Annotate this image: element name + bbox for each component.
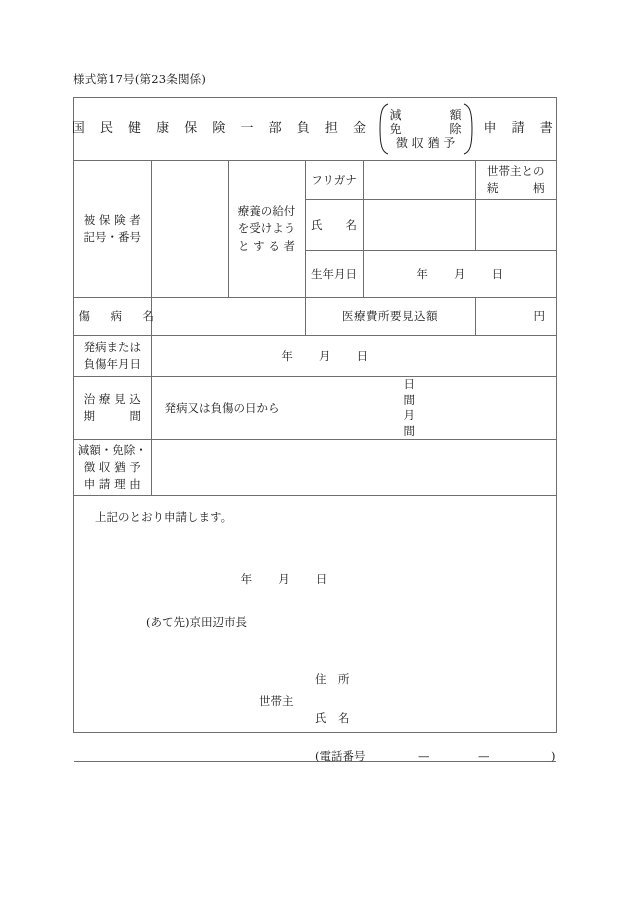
treatment-period-label: 治 療 見 込 期 間 [74,377,151,440]
title-option-1: 免 除 [389,121,462,136]
signature-name-label: 氏 名 [315,710,350,725]
disease-row [74,298,556,336]
birthdate-day-label: 日 [491,266,504,281]
furigana-row [74,161,556,200]
treatment-period-from-label: 発病又は負傷の日から [164,400,280,415]
form-title-cell [71,98,559,161]
name-value[interactable] [363,200,475,251]
form-title-tail: 申 請 書 [483,120,559,136]
treatment-period-month-kan: 間 [403,423,415,438]
signature-address-row[interactable] [315,671,556,688]
declaration-year-label: 年 [240,572,253,587]
treatment-period-units [404,377,430,439]
medical-cost-unit: 円 [533,309,546,324]
title-options-list [389,108,463,150]
insured-symbol-number-label: 被 保 険 者 記号・番号 [74,161,151,298]
reason-row [74,440,556,496]
brace-right-icon [463,103,474,155]
onset-month-label: 月 [319,348,331,363]
onset-date-line [152,348,557,365]
form-grid [71,98,559,764]
onset-day-label: 日 [356,348,369,363]
declaration-cell [74,496,556,762]
tel-dash-2: — [478,749,490,764]
birthdate-year-label: 年 [416,266,428,281]
title-brace-group [378,103,474,155]
reason-label: 減額・免除・ 徴 収 猶 予 申 請 理 由 [74,440,151,496]
title-row [74,98,556,161]
title-option-0: 減 額 [389,107,462,122]
declaration-statement: 上記のとおり申請します。 [95,510,233,525]
declaration-row [74,496,556,762]
relation-label: 世帯主との 続 柄 [475,161,556,200]
onset-value[interactable] [151,336,556,377]
brace-left-icon [378,103,389,155]
furigana-label: フリガナ [305,161,363,200]
name-label: 氏 名 [305,200,363,251]
treatment-period-day-unit: 日 [403,377,415,391]
signature-tel-row[interactable] [315,748,556,765]
disease-label: 傷 病 名 [74,298,151,336]
onset-label: 発病または 負傷年月日 [74,336,151,377]
signature-rows [315,671,556,765]
onset-year-label: 年 [281,348,293,363]
declaration-block [74,496,556,764]
title-option-2: 徴 収 猶 予 [395,136,456,151]
birthdate-month-label: 月 [454,266,466,281]
relation-value[interactable] [475,200,556,251]
declaration-month-label: 月 [278,572,290,587]
tel-close-paren: ) [551,749,556,764]
treatment-period-month-unit: 月 [403,408,415,423]
declaration-date-line[interactable] [74,571,556,588]
treatment-period-value[interactable] [151,377,556,440]
declaration-day-label: 日 [315,572,328,587]
tel-dash-1: — [418,749,430,764]
birthdate-date-line [364,266,557,283]
address-label: 住 所 [315,672,350,687]
declaration-addressee: (あて先)京田辺市長 [146,615,247,630]
birthdate-value[interactable] [363,251,556,298]
birthdate-label: 生年月日 [305,251,363,298]
medical-cost-value[interactable] [475,298,556,336]
disease-value[interactable] [151,298,305,336]
signature-name-row[interactable] [315,710,556,727]
furigana-value[interactable] [363,161,475,200]
insured-symbol-number-value[interactable] [151,161,228,298]
treatment-period-day-kan: 間 [403,392,415,407]
recipient-label: 療養の給付 を受けよう と す る 者 [228,161,305,298]
form-number-label: 様式第17号(第23条関係) [73,72,207,86]
application-form-frame [71,97,559,764]
form-title-main: 国 民 健 康 保 険 一 部 負 担 金 [71,120,372,136]
reason-value[interactable] [151,440,556,496]
onset-row [74,336,556,377]
treatment-period-row [74,377,556,440]
tel-label: (電話番号 [315,749,366,764]
medical-cost-label: 医療費所要見込額 [305,298,475,336]
householder-label: 世帯主 [259,694,294,709]
